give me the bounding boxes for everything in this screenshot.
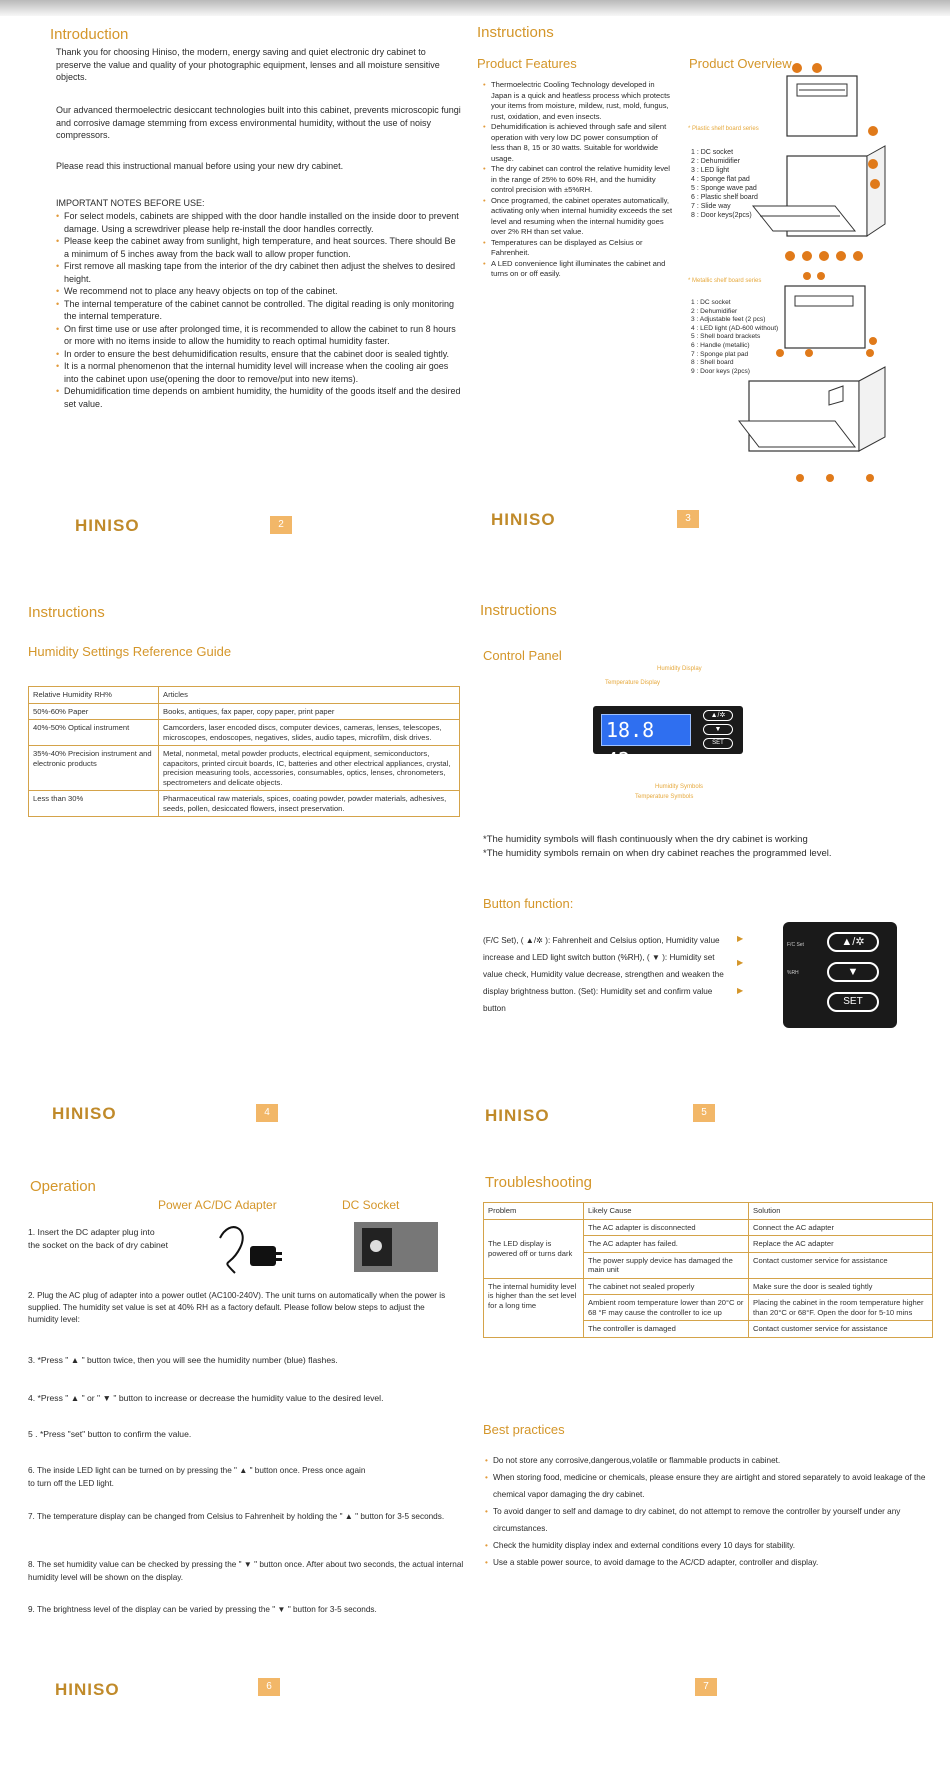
temperature-symbols-label: Temperature Symbols <box>635 794 694 800</box>
step-2: 2. Plug the AC plug of adapter into a power outlet (AC100-240V). The unit turns on automatically when the power is supplied. The humidity set value is set at 40% RH as a factory default. Please follow below steps to adjust the humidity level: <box>28 1291 446 1324</box>
read-paragraph: Please read this instructional manual before using your new dry cabinet. <box>56 161 344 171</box>
table-cell: Camcorders, laser encoded discs, computer devices, cameras, lenses, telescopes, microscopes, endoscopes, negatives, slides, audio tapes, microfilm, disk drives. <box>159 720 460 746</box>
table-cell: The internal humidity level is higher than the set level for a long time <box>484 1278 584 1337</box>
list-item: 5 : Shell board brackets <box>691 333 761 341</box>
list-item: • Please keep the cabinet away from sunlight, high temperature, and heat sources. There should Be a minimum of 5 inches away from the back wall to allow proper function. <box>56 235 461 260</box>
page-number: 7 <box>695 1678 717 1696</box>
page-number: 3 <box>677 510 699 528</box>
table-cell: Less than 30% <box>29 791 159 817</box>
fc-light-button[interactable]: ▲/✲ <box>827 932 879 952</box>
table-cell: The LED display is powered off or turns dark <box>484 1219 584 1278</box>
notes-list <box>56 210 461 410</box>
down-button[interactable]: ▼ <box>703 724 733 735</box>
step-4: 4. *Press " ▲ " or " ▼ " button to increase or decrease the humidity value to the desired level. <box>28 1393 384 1403</box>
humidity-note-1: *The humidity symbols will flash continuously when the dry cabinet is working <box>483 834 808 845</box>
list-item: 1 : DC socket <box>691 149 734 156</box>
set-button[interactable]: SET <box>827 992 879 1012</box>
table-cell: 50%-60% Paper <box>29 703 159 720</box>
table-cell: Pharmaceutical raw materials, spices, coating powder, powder materials, adhesives, seeds, pollen, desiccated flowers, insect preservation. <box>159 791 460 817</box>
list-item: • Dehumidification is achieved through safe and silent operation with very low DC power consumption of less than 8, 15 or 30 watts. Suitable for worldwide usage. <box>483 122 673 164</box>
page-7 <box>475 1172 950 1776</box>
list-item: • To avoid danger to self and damage to dry cabinet, do not attempt to remove the controller by yourself under any circumstances. <box>485 1503 935 1537</box>
list-item: 7 : Sponge plat pad <box>691 350 749 358</box>
page-6 <box>0 1172 475 1776</box>
list-item: 2 : Dehumidifier <box>691 307 738 315</box>
table-row <box>29 687 460 704</box>
best-practices-title: Best practices <box>483 1422 565 1437</box>
list-item: 2 : Dehumidifier <box>691 158 741 165</box>
metallic-series-label: * Metallic shelf board series <box>688 278 762 284</box>
list-item: 6 : Plastic shelf board <box>691 194 758 201</box>
list-item: • Thermoelectric Cooling Technology developed in Japan is a quick and heatless process which protects your items from moisture, mildew, rust, mold, fungus, rust, oxidation, and even insects. <box>483 80 673 122</box>
table-row <box>484 1203 933 1220</box>
tech-paragraph: Our advanced thermoelectric desiccant technologies built into this cabinet, prevents microscopic fungi and corrosive damage stemming from excess environmental humidity, without the use of noisy compressors. <box>56 105 461 140</box>
list-item: • A LED convenience light illuminates the cabinet and turns on or off easily. <box>483 259 673 280</box>
table-cell: The controller is damaged <box>584 1321 749 1338</box>
troubleshooting-table <box>483 1202 933 1338</box>
list-item: • Do not store any corrosive,dangerous,volatile or flammable products in cabinet. <box>485 1452 935 1469</box>
list-item: • We recommend not to place any heavy objects on top of the cabinet. <box>56 285 461 298</box>
best-practices-list <box>485 1452 935 1571</box>
pointer-arrow: ▶ <box>737 934 744 943</box>
list-item: 9 : Door keys (2pcs) <box>691 367 750 375</box>
page-number: 6 <box>258 1678 280 1696</box>
lcd-screen <box>601 714 691 772</box>
list-item: 4 : Sponge flat pad <box>691 176 750 183</box>
list-item: • It is a normal phenomenon that the internal humidity level will increase when the cooling air goes into the cabinet upon use(opening the door to remove/put into new items). <box>56 360 461 385</box>
intro-paragraph: Thank you for choosing Hiniso, the modern, energy saving and quiet electronic dry cabinet to preserve the value and quality of your photographic equipment, lenses and all moisture sensitive objects. <box>56 47 440 82</box>
list-item: 7 : Slide way <box>691 203 731 210</box>
brand-logo: HINISO <box>55 1680 120 1699</box>
table-row <box>484 1219 933 1236</box>
pointer-arrow: ▶ <box>737 958 744 967</box>
list-item: 8 : Door keys(2pcs) <box>691 212 752 219</box>
list-item: • Dehumidification time depends on ambient humidity, the humidity of the goods itself and the desired set value. <box>56 385 461 410</box>
list-item: 3 : Adjustable feet (2 pcs) <box>691 316 766 324</box>
list-item: 8 : Shell board <box>691 359 734 367</box>
brand-logo: HINISO <box>485 1106 550 1125</box>
table-cell: The power supply device has damaged the main unit <box>584 1252 749 1278</box>
table-cell: The AC adapter has failed. <box>584 1236 749 1253</box>
plastic-parts-list <box>691 148 771 220</box>
list-item: 6 : Handle (metallic) <box>691 341 750 349</box>
page-2 <box>0 16 475 606</box>
page-title: Troubleshooting <box>485 1174 593 1191</box>
humidity-display-label: Humidity Display <box>657 666 702 672</box>
rh-label: %RH <box>787 970 799 976</box>
table-cell: Contact customer service for assistance <box>749 1321 933 1338</box>
list-item: 3 : LED light <box>691 167 730 174</box>
notes-title: IMPORTANT NOTES BEFORE USE: <box>56 198 205 208</box>
list-item: • Check the humidity display index and external conditions every 10 days for stability. <box>485 1537 935 1554</box>
brand-logo: HINISO <box>75 516 140 535</box>
list-item: • Temperatures can be displayed as Celsius or Fahrenheit. <box>483 238 673 259</box>
table-header: Solution <box>749 1203 933 1220</box>
list-item: • Use a stable power source, to avoid damage to the AC/CD adapter, controller and display. <box>485 1554 935 1571</box>
adapter-label: Power AC/DC Adapter <box>158 1198 277 1212</box>
button-function-text: (F/C Set), ( ▲/✲ ): Fahrenheit and Celsius option, Humidity value increase and LED light switch button (%RH), ( ▼ ): Humidity set value check, Humidity value decrease, strengthen and weaken the display brightness button. (Set): Humidity set and confirm value button <box>483 936 724 1013</box>
list-item: • First remove all masking tape from the interior of the dry cabinet then adjust the shelves to desired height. <box>56 260 461 285</box>
list-item: 4 : LED light (AD-600 without) <box>691 324 779 332</box>
control-panel-title: Control Panel <box>483 648 562 663</box>
button-function-title: Button function: <box>483 896 574 911</box>
step-6: 6. The inside LED light can be turned on by pressing the " ▲ " button once. Press once again to turn off the LED light. <box>28 1466 366 1488</box>
overview-title: Product Overview <box>689 56 792 71</box>
list-item: • On first time use or use after prolonged time, it is recommended to allow the cabinet to run 8 hours or more with no items inside to allow the humidity to reach optimal humidity faster. <box>56 323 461 348</box>
table-cell: Connect the AC adapter <box>749 1219 933 1236</box>
page-title: Operation <box>30 1178 96 1195</box>
table-cell: Replace the AC adapter <box>749 1236 933 1253</box>
humidity-symbols-label: Humidity Symbols <box>655 784 704 790</box>
page-title: Instructions <box>28 604 105 621</box>
light-up-button[interactable]: ▲/✲ <box>703 710 733 721</box>
page-number: 4 <box>256 1104 278 1122</box>
table-cell: Articles <box>159 687 460 704</box>
control-panel-lcd <box>593 706 743 772</box>
page-title: Introduction <box>50 26 129 43</box>
pointer-arrow: ▶ <box>737 986 744 995</box>
table-header: Likely Cause <box>584 1203 749 1220</box>
table-row <box>29 720 460 746</box>
fc-set-label: F/C Set <box>787 942 804 948</box>
cabinet-illustration <box>745 56 935 266</box>
adapter-illustration <box>210 1218 290 1288</box>
page-title: Instructions <box>480 602 557 619</box>
list-item: • In order to ensure the best dehumidification results, ensure that the cabinet door is sealed tightly. <box>56 348 461 361</box>
list-item: 1 : DC socket <box>691 299 731 306</box>
button-panel <box>783 922 897 1028</box>
table-cell: Contact customer service for assistance <box>749 1252 933 1278</box>
table-row <box>29 746 460 791</box>
metallic-parts-list <box>691 299 791 376</box>
rh-down-button[interactable]: ▼ <box>827 962 879 982</box>
table-cell: Make sure the door is sealed tightly <box>749 1278 933 1295</box>
table-cell: Placing the cabinet in the room temperature higher than 20°C or 68°F. Open the door for 5-10 mins <box>749 1295 933 1321</box>
step-5: 5 . *Press "set" button to confirm the value. <box>28 1429 192 1439</box>
table-row <box>484 1278 933 1295</box>
page-4 <box>0 596 475 1186</box>
list-item: • Once programed, the cabinet operates automatically, activating only when internal humidity exceeds the set level and resuming when the internal humidity goes over 2% RH than set value. <box>483 196 673 238</box>
page-5 <box>475 596 950 1186</box>
temperature-display-label: Temperature Display <box>605 680 661 686</box>
guide-title: Humidity Settings Reference Guide <box>28 644 232 659</box>
set-button-small[interactable]: SET <box>703 738 733 749</box>
socket-label: DC Socket <box>342 1198 400 1212</box>
list-item: 5 : Sponge wave pad <box>691 185 757 192</box>
table-cell: Metal, nonmetal, metal powder products, electrical equipment, semiconductors, capacitors, printed circuit boards, IC, batteries and other electrical appliances, crystal, precision measuring tools, accessories, consumables, optics, lenses, chronometers, spectrometers and delicate objects. <box>159 746 460 791</box>
plastic-series-label: * Plastic shelf board series <box>688 126 759 132</box>
lcd-temperature: 18.8 <box>606 718 655 742</box>
step-8: 8. The set humidity value can be checked by pressing the " ▼ " button once. After about two seconds, the actual internal humidity level will be shown on the display. <box>28 1560 464 1582</box>
list-item: • The internal temperature of the cabinet cannot be controlled. The digital reading is only monitoring the internal temperature. <box>56 298 461 323</box>
page-number: 2 <box>270 516 292 534</box>
features-title: Product Features <box>477 56 577 71</box>
step-7: 7. The temperature display can be changed from Celsius to Fahrenheit by holding the " ▲ " button for 3-5 seconds. <box>28 1512 445 1521</box>
list-item: • The dry cabinet can control the relative humidity level in the range of 25% to 60% RH, and the humidity control precision with ±5%RH. <box>483 164 673 196</box>
table-cell: 40%-50% Optical instrument <box>29 720 159 746</box>
step-9: 9. The brightness level of the display can be varied by pressing the " ▼ " button for 3-5 seconds. <box>28 1605 377 1614</box>
humidity-note-2: *The humidity symbols remain on when dry cabinet reaches the programmed level. <box>483 848 832 859</box>
humidity-table <box>28 686 460 817</box>
table-cell: Ambient room temperature lower than 20°C or 68 °F may cause the controller to ice up <box>584 1295 749 1321</box>
lcd-humidity: 42 <box>606 748 631 772</box>
page-number: 5 <box>693 1104 715 1122</box>
step-1: 1. Insert the DC adapter plug into the socket on the back of dry cabinet <box>28 1227 168 1250</box>
step-3: 3. *Press " ▲ " button twice, then you will see the humidity number (blue) flashes. <box>28 1355 338 1365</box>
table-cell: 35%-40% Precision instrument and electronic products <box>29 746 159 791</box>
table-header: Problem <box>484 1203 584 1220</box>
page-3 <box>475 16 950 606</box>
list-item: • When storing food, medicine or chemicals, please ensure they are airtight and stored separately to avoid leakage of the chemical vapor damaging the dry cabinet. <box>485 1469 935 1503</box>
page-title: Instructions <box>477 24 554 41</box>
table-cell: The AC adapter is disconnected <box>584 1219 749 1236</box>
brand-logo: HINISO <box>52 1104 117 1123</box>
list-item: • For select models, cabinets are shipped with the door handle installed on the inside door to prevent damage. Using a screwdriver please help re-install the door handles correctly. <box>56 210 461 235</box>
dc-socket-illustration <box>354 1222 438 1272</box>
table-row <box>29 791 460 817</box>
table-cell: Relative Humidity RH% <box>29 687 159 704</box>
features-list <box>483 80 673 280</box>
table-row <box>29 703 460 720</box>
brand-logo: HINISO <box>491 510 556 529</box>
table-cell: Books, antiques, fax paper, copy paper, print paper <box>159 703 460 720</box>
table-cell: The cabinet not sealed properly <box>584 1278 749 1295</box>
